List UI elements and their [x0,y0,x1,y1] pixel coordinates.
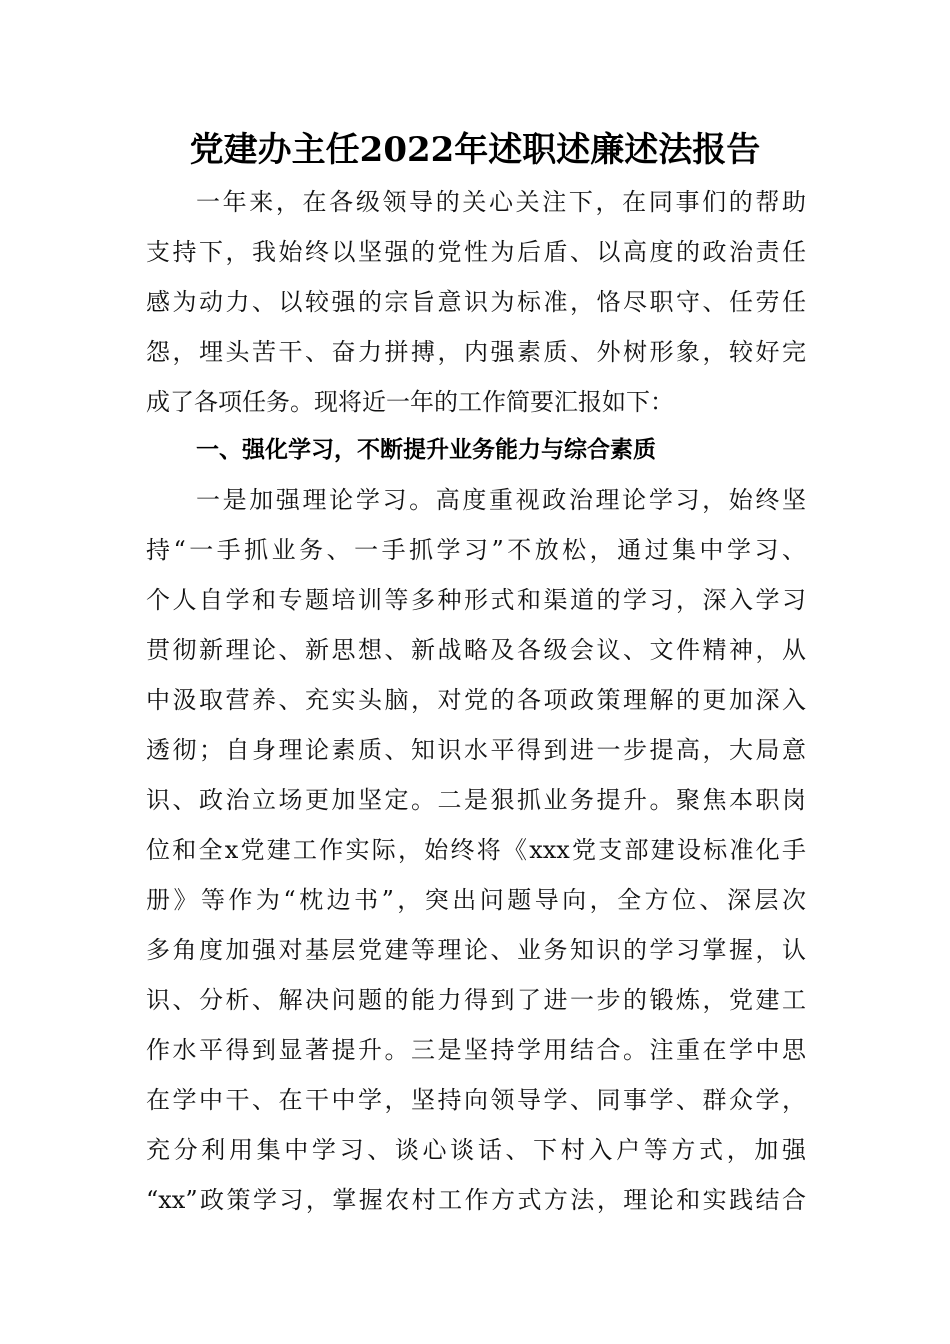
paragraph-line: 透彻；自身理论素质、知识水平得到进一步提高，大局意 [146,736,806,764]
paragraph-line: 贯彻新理论、新思想、新战略及各级会议、文件精神，从 [146,636,806,664]
paragraph-line: 位和全x党建工作实际，始终将《xxx党支部建设标准化手 [146,836,806,864]
paragraph-line: 识、分析、解决问题的能力得到了进一步的锻炼，党建工 [146,986,806,1014]
paragraph-line: 一是加强理论学习。高度重视政治理论学习，始终坚 [196,486,806,514]
paragraph-line: 识、政治立场更加坚定。二是狠抓业务提升。聚焦本职岗 [146,786,806,814]
paragraph-line: 中汲取营养、充实头脑，对党的各项政策理解的更加深入 [146,686,806,714]
paragraph-line: 感为动力、以较强的宗旨意识为标准，恪尽职守、任劳任 [146,288,806,316]
paragraph-line: 支持下，我始终以坚强的党性为后盾、以高度的政治责任 [146,238,806,266]
paragraph-line: 持“一手抓业务、一手抓学习”不放松，通过集中学习、 [146,536,806,564]
paragraph-line: 充分利用集中学习、谈心谈话、下村入户等方式，加强 [146,1136,806,1164]
page-title: 党建办主任2022年述职述廉述法报告 [189,130,761,170]
paragraph-line: 作水平得到显著提升。三是坚持学用结合。注重在学中思 [146,1036,806,1064]
section-heading: 一、强化学习，不断提升业务能力与综合素质 [196,437,656,463]
paragraph-line: 多角度加强对基层党建等理论、业务知识的学习掌握，认 [146,936,806,964]
paragraph-line: 册》等作为“枕边书”，突出问题导向，全方位、深层次 [146,886,806,914]
paragraph-line: 一年来，在各级领导的关心关注下，在同事们的帮助 [196,188,806,216]
paragraph-line: 在学中干、在干中学，坚持向领导学、同事学、群众学， [146,1086,806,1114]
paragraph-line: 成了各项任务。现将近一年的工作简要汇报如下： [146,388,674,416]
paragraph-line: 怨，埋头苦干、奋力拼搏，内强素质、外树形象，较好完 [146,338,806,366]
paragraph-line: 个人自学和专题培训等多种形式和渠道的学习，深入学习 [146,586,806,614]
paragraph-line: “xx”政策学习，掌握农村工作方式方法，理论和实践结合 [146,1186,806,1214]
